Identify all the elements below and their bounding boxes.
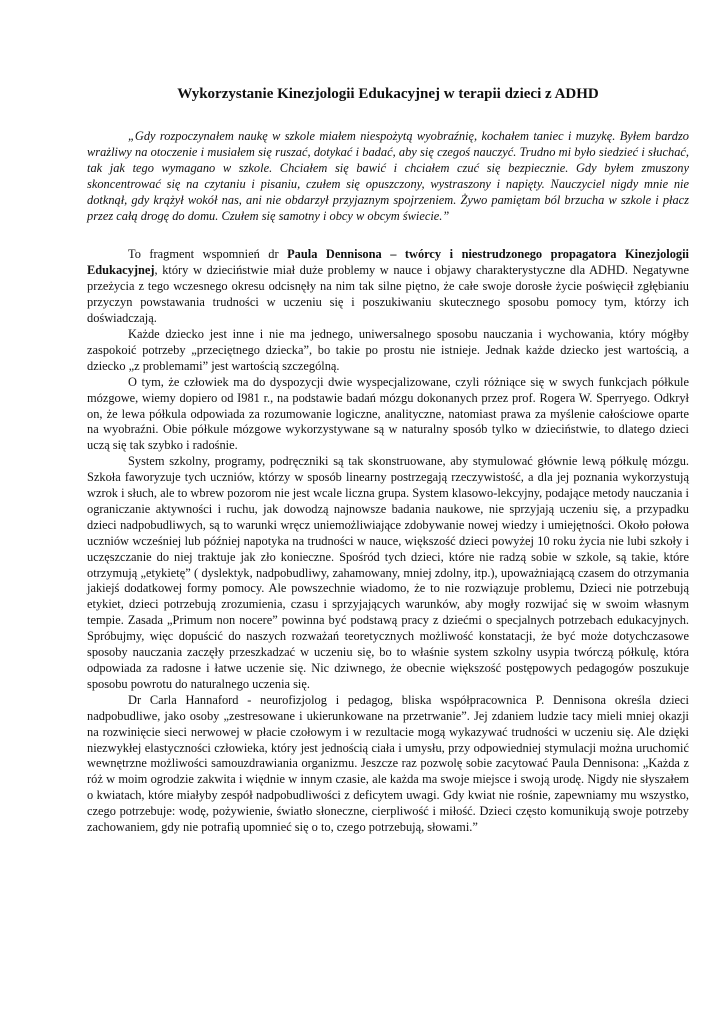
document-page bbox=[87, 85, 689, 836]
opening-quote bbox=[87, 129, 689, 224]
paragraph-1-bold: Paula Dennisona – twórcy i niestrudzonego propagatora Kinezjologii Edukacyjnej bbox=[87, 247, 689, 278]
paragraph-4: System szkolny, programy, podręczniki są tak skonstruowane, aby stymulować głównie lewą półkulę mózgu. Szkoła faworyzuje tych uczniów, którzy w sposób linearny postrzegają rzeczywistość, a dla jej poznania wykorzystują wzrok i słuch, ale to wbrew pozorom nie jest wcale liczna grupa. System klasowo-lekcyjny, podające metody nauczania i ograniczanie aktywności i ruchu, jak dowodzą najnowsze badania naukowe, nie sprzyjają uczeniu się, a przypadku dzieci nadpobudliwych, są to warunki wręcz uniemożliwiające zdobywanie nowej wiedzy i umiejętności. Około połowa uczniów wcześniej lub później napotyka na trudności w nauce, większość dzieci powyżej 10 roku życia nie lubi szkoły i uczęszczanie do niej traktuje jak zło konieczne. Spośród tych dzieci, które nie radzą sobie w szkole, są takie, które otrzymują „etykietę” ( dyslektyk, nadpobudliwy, zahamowany, mniej zdolny, itp.), upoważniającą czasem do otrzymania jakiejś dodatkowej formy pomocy. Ale powszechnie wiadomo, że to nie rozwiązuje problemu, Dzieci nie potrzebują etykiet, dzieci potrzebują zrozumienia, czasu i sprzyjających warunków, aby mogły rozwijać się w swoim własnym tempie. Zasada „Primum non nocere” powinna być podstawą pracy z dziećmi o specjalnych potrzebach edukacyjnych. Spróbujmy, więc dopuścić do naszych rozważań teoretycznych możliwość konstatacji, że być może dotychczasowe sposoby nauczania zaczęły przeszkadzać w uczeniu się, bo to właśnie system szkolny usypia twórczą półkulę, która odpowiada za radosne i łatwe uczenie się. Nic dziwnego, że obecnie większość postępowych pedagogów poszukuje sposobu powrotu do naturalnego uczenia się. bbox=[87, 454, 689, 691]
document-title: Wykorzystanie Kinezjologii Edukacyjnej w terapii dzieci z ADHD bbox=[177, 86, 599, 102]
opening-quote-text: „Gdy rozpoczynałem naukę w szkole miałem niespożytą wyobraźnię, kochałem taniec i muzykę. Byłem bardzo wrażliwy na otoczenie i musiałem się ruszać, dotykać i badać, aby się czegoś nauczyć. Trudno mi było siedzieć i słuchać, tak jak tego wymagano w szkole. Chciałem się bawić i chciałem czuć się bezpiecznie. Gdy byłem zmuszony skoncentrować się na czytaniu i pisaniu, czułem się opuszczony, wystraszony i napięty. Nauczyciel nigdy mnie nie dotknął, gdy krążył wokół nas, ani nie obdarzył przyjaznym spojrzeniem. Żywo pamiętam ból brzucha w szkole i płacz przez całą drogę do domu. Czułem się samotny i obcy w obcym świecie.” bbox=[87, 129, 689, 223]
paragraph-3: O tym, że człowiek ma do dyspozycji dwie wyspecjalizowane, czyli różniące się w swych funkcjach półkule mózgowe, wiemy dopiero od I981 r., na podstawie badań mózgu dokonanych przez prof. Rogera W. Sperryego. Odkrył on, że lewa półkula odpowiada za rozumowanie logiczne, analityczne, natomiast prawa za myślenie całościowe oparte na wyobraźni. Obie półkule mózgowe wykorzystywane są w naturalny sposób tylko w dzieciństwie, to dlatego dzieci uczą się tak szybko i radośnie. bbox=[87, 374, 689, 453]
document-body bbox=[87, 247, 689, 836]
paragraph-1-lead: To fragment wspomnień dr bbox=[128, 247, 288, 262]
paragraph-1-rest: , który w dzieciństwie miał duże problemy w nauce i objawy charakterystyczne dla ADHD. Negatywne przeżycia z tego wczesnego okresu odcisnęły na nim tak silne piętno, że całe swoje dorosłe życie poświęcił zgłębianiu przyczyn powstawania trudności w uczeniu się i poszukiwaniu skutecznego sposobu pomocy tym, którzy ich doświadczają. bbox=[87, 263, 689, 326]
paragraph-1 bbox=[87, 247, 689, 327]
paragraph-5: Dr Carla Hannaford - neurofizjolog i pedagog, bliska współpracownica P. Dennisona określa dzieci nadpobudliwe, jako osoby „zestresowane i ukierunkowane na przetrwanie”. Jej zdaniem ludzie tacy mieli mniej okazji na rozwinięcie sieci nerwowej w płacie czołowym i w rezultacie mogą wykazywać trudności w uczeniu się. Ale dzięki niezwykłej elastyczności człowieka, który jest jednością ciała i umysłu, przy odpowiedniej stymulacji można uruchomić wewnętrzne możliwości samouzdrawiania organizmu. Jeszcze raz pozwolę sobie zacytować Paula Dennisona: „Każda z róż w moim ogrodzie zakwita i więdnie w innym czasie, ale każda ma swoje miejsce i swoją urodę. Nigdy nie słyszałem o kwiatach, które miałyby zespół nadpobudliwości z deficytem uwagi. Gdy kwiat nie rośnie, zapewniamy mu wszystko, czego potrzebuje: wodę, pożywienie, światło słoneczne, cierpliwość i miłość. Dzieci często komunikują swoje potrzeby zachowaniem, gdy nie potrafią upomnieć się o to, czego potrzebują, słowami.” bbox=[87, 692, 689, 835]
paragraph-2: Każde dziecko jest inne i nie ma jednego, uniwersalnego sposobu nauczania i wychowania, który mógłby zaspokoić potrzeby „przeciętnego dziecka”, bo takie po prostu nie istnieje. Jednak każde dziecko jest wartością, a dziecko „z problemami” jest wartością szczególną. bbox=[87, 326, 689, 373]
